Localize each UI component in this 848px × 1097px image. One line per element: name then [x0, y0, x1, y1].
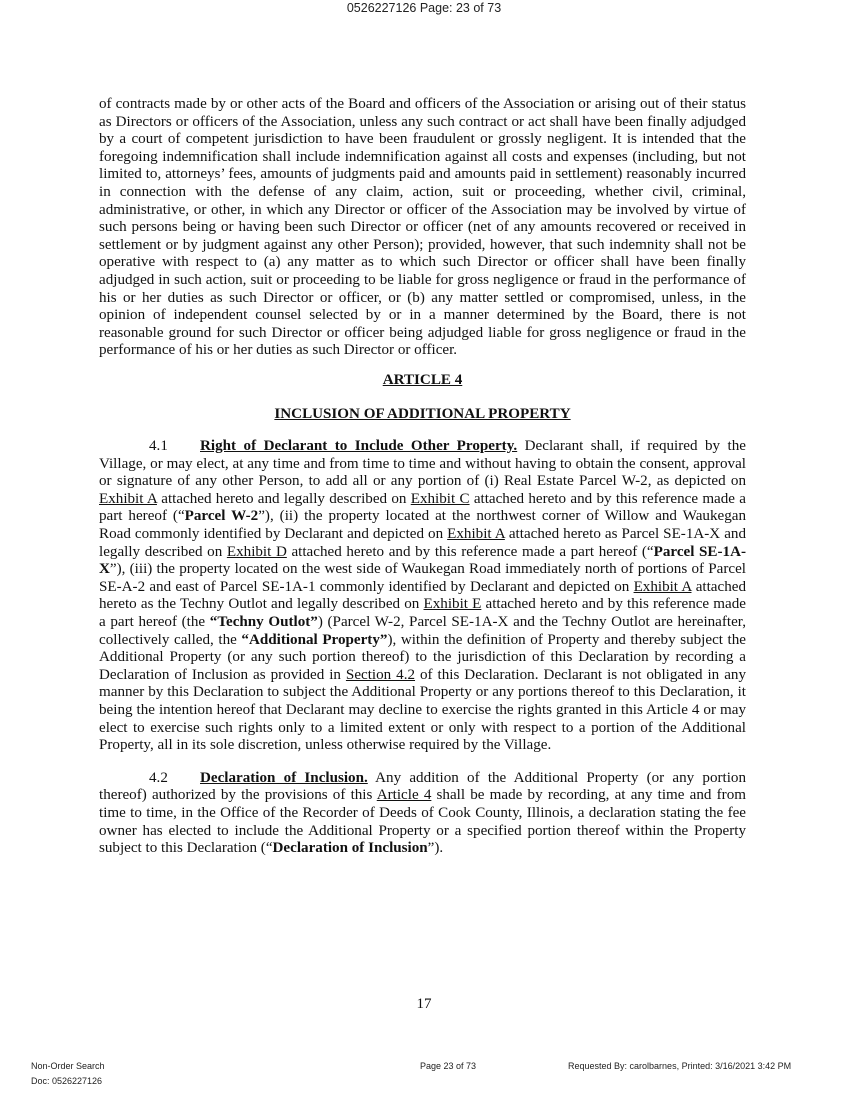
section-title: Right of Declarant to Include Other Property.	[200, 438, 518, 455]
section-title: Declaration of Inclusion.	[200, 769, 368, 786]
section-text: ”), (iii) the property located on the west side of Waukegan Road immediately north of portions of Parcel SE-A-2 and east of Parcel SE-1A-1 commonly identified by Declarant and depicted on	[99, 561, 746, 595]
section-number: 4.2	[149, 769, 168, 786]
section-text: of this Declaration. Declarant is not obligated in any manner by this Declaration to subject the Additional Property or any portions thereof to this Declaration, it being the intention hereof that Declarant may decline to exercise the rights granted in this Article 4 or may elect to exercise such rights only to a limited extent or only with respect to a portion of the Additional Property, all in its sole discretion, unless otherwise required by the Village.	[99, 666, 746, 754]
section-text: attached hereto as Parcel SE-1A-X and legally described on	[99, 526, 747, 560]
footer-page-count: Page 23 of 73	[420, 1061, 477, 1071]
section-text: shall be made by recording, at any time and from time to time, in the Office of the Recorder of Deeds of Cook County, Illinois, a declaration stating the fee owner has elected to include the Additional Property or a specified portion thereof within the Property subject to this Declaration (“	[99, 787, 746, 857]
section-text: attached hereto and by this reference made a part hereof (“	[99, 490, 746, 525]
section-text: ), within the definition of Property and thereby subject the Additional Property (or any such portion thereof) to the jurisdiction of this Declaration by recording a Declaration of Inclusion as provided in	[99, 631, 746, 683]
defined-term: Declaration of Inclusion	[272, 840, 428, 857]
document-body	[99, 96, 746, 858]
section-number: 4.1	[149, 438, 168, 455]
article-number: ARTICLE 4	[382, 371, 463, 388]
exhibit-reference: Exhibit D	[226, 543, 287, 560]
defined-term: Parcel SE-1A-X	[99, 543, 746, 578]
exhibit-reference: Exhibit A	[633, 578, 692, 595]
page-number: 17	[416, 996, 432, 1012]
section-text: ”).	[427, 840, 444, 857]
section-4-1	[99, 438, 746, 755]
exhibit-reference: Exhibit A	[99, 490, 157, 507]
section-text: ) (Parcel W-2, Parcel SE-1A-X and the Techny Outlot are hereinafter, collectively called, the	[99, 614, 746, 648]
section-text: Any addition of the Additional Property (or any portion thereof) authorized by the provisions of this	[99, 769, 746, 804]
section-text: attached hereto and legally described on	[156, 490, 411, 507]
footer-search-type: Non-Order Search	[31, 1061, 105, 1071]
exhibit-reference: Exhibit A	[447, 526, 505, 543]
footer-requested-by: Requested By: carolbarnes, Printed: 3/16/2021 3:42 PM	[568, 1061, 792, 1071]
section-text: attached hereto and by this reference made a part hereof (“	[286, 543, 654, 560]
footer-doc-number: Doc: 0526227126	[31, 1076, 103, 1086]
exhibit-reference: Exhibit E	[423, 596, 482, 613]
defined-term: “Additional Property”	[241, 631, 388, 648]
defined-term: “Techny Outlot”	[209, 614, 318, 631]
defined-term: Parcel W-2	[184, 508, 259, 525]
section-4-2	[99, 770, 746, 858]
section-text: Declarant shall, if required by the Village, or may elect, at any time and from time to time and without having to obtain the consent, approval or signature of any other Person, to add all or any portion of (i) Real Estate Parcel W-2, as depicted on	[99, 438, 746, 490]
indemnification-paragraph: of contracts made by or other acts of the Board and officers of the Association or arising out of their status as Directors or officers of the Association, unless any such contract or act shall have been finally adjudged by a court of competent jurisdiction to have been fraudulent or grossly negligent. It is intended that the foregoing indemnification shall include indemnification against all costs and expenses (including, but not limited to, attorneys’ fees, amounts of judgments paid and amounts paid in settlement) reasonably incurred in connection with the defense of any claim, action, suit or proceeding, whether civil, criminal, administrative, or other, in which any Director or officer of the Association may be involved by virtue of such persons being or having been such Director or officer (net of any amounts recovered or received in settlement or by judgment against any other Person); provided, however, that such indemnity shall not be operative with respect to (a) any matter as to which such Director or officer shall have been finally adjudged in such action, suit or proceeding to be liable for gross negligence or fraud in the performance of his or her duties as such Director or officer, or (b) any matter settled or compromised, unless, in the opinion of independent counsel selected by or in a manner determined by the Board, there is not reasonable ground for such Director or officer being adjudged liable for gross negligence or fraud in the performance of his or her duties as such Director or officer.	[99, 96, 746, 359]
page-header: 0526227126 Page: 23 of 73	[346, 1, 502, 15]
section-text: ”), (ii) the property located at the northwest corner of Willow and Waukegan Road commonly identified by Declarant and depicted on	[99, 508, 746, 543]
section-reference: Section 4.2	[345, 666, 416, 683]
article-title: INCLUSION OF ADDITIONAL PROPERTY	[274, 405, 571, 422]
exhibit-reference: Exhibit C	[410, 490, 470, 507]
article-reference: Article 4	[376, 787, 432, 804]
section-text: attached hereto as the Techny Outlot and legally described on	[99, 578, 746, 613]
section-text: attached hereto and by this reference made a part hereof (the	[99, 596, 746, 631]
